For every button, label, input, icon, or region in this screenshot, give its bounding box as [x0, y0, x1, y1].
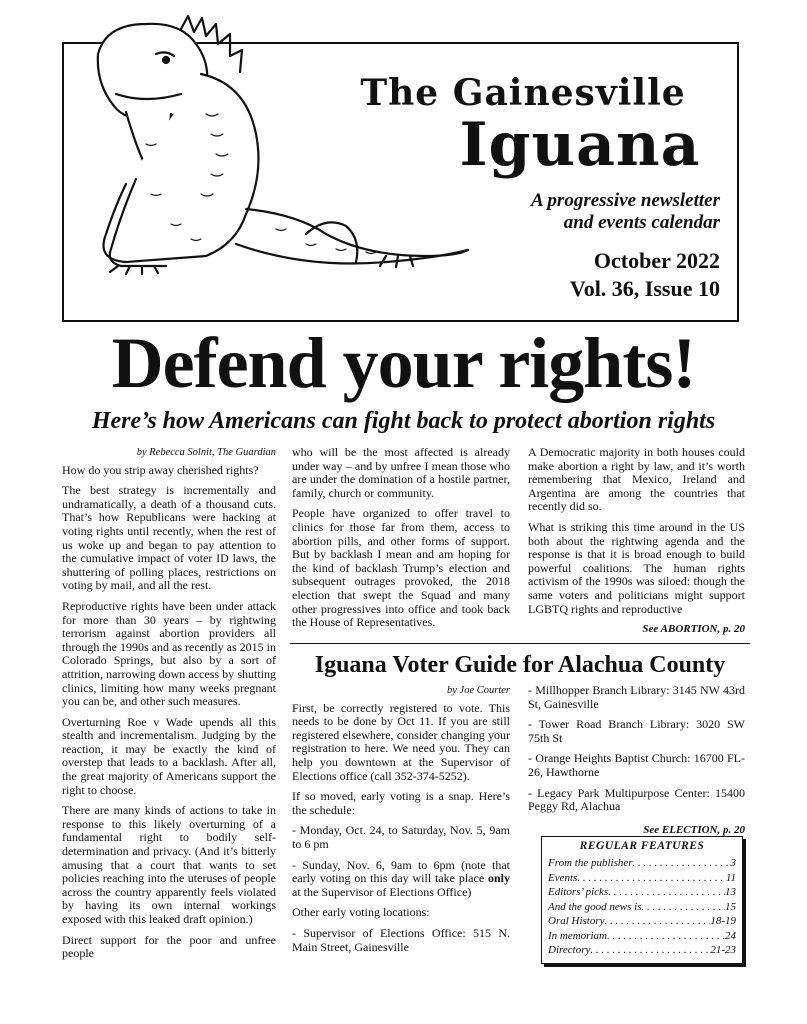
leader-dots [605, 914, 711, 929]
abortion-article-col1 [62, 446, 276, 968]
feature-item[interactable] [542, 914, 742, 929]
tagline-line2: and events calendar [563, 212, 720, 233]
abortion-article-col3 [528, 446, 745, 644]
article-paragraph: How do you strip away cherished rights? [62, 462, 259, 477]
feature-item[interactable] [542, 885, 742, 900]
feature-page: 3 [730, 857, 736, 869]
feature-page: 24 [725, 929, 736, 942]
features-title: REGULAR FEATURES [579, 840, 705, 852]
voter-paragraph [292, 859, 510, 900]
voter-emphasis: only [487, 871, 510, 886]
article-paragraph: People have organized to offer travel to clinics for those far from them, access to abortion pills, and other forms of support. But by backlash I mean and am hoping for the kind of backlash Trump’s election and subsequent outrages provoked, the 2018 election that swept the Squad and many other progressives into office and took back the House of Representatives. [292, 506, 510, 630]
feature-page: 11 [725, 871, 736, 884]
article-paragraph: There are many kinds of actions to take in response to this likely overturning of a fundamental right to bodily self-determination and privacy. (And it’s bitterly amusing that a court that wants to set policies reaching into the uteruses of people across the country apparently feels violated by having its own internal workings exposed with this leaked draft opinion.) [62, 803, 276, 926]
feature-item[interactable] [542, 929, 742, 944]
iguana-illustration [6, 0, 476, 276]
article-paragraph: A Democratic majority in both houses could make abortion a right by law, and it’s worth remembering that Mexico, Ireland and Argentina are among the countries that recently did so. [528, 445, 745, 514]
masthead-title-line2: Iguana [459, 110, 701, 180]
feature-name: Directory [548, 944, 591, 956]
leader-dots [608, 885, 725, 900]
feature-page: 15 [725, 900, 736, 913]
regular-features-box [541, 836, 743, 964]
leader-dots [633, 856, 731, 871]
voter-guide-col2 [528, 684, 745, 844]
article-paragraph: What is striking this time around in the US both about the rightwing agenda and the response is that it is broad enough to build powerful coalitions. The human rights activism of the 1990s was siloed: though the same voters and politicians might support LGBTQ rights and reproductive [528, 519, 745, 616]
feature-item[interactable] [542, 900, 742, 915]
issue-volume: Vol. 36, Issue 10 [569, 276, 720, 301]
leader-dots [577, 871, 725, 886]
voter-paragraph: Other early voting locations: [292, 905, 430, 920]
voter-location: - Tower Road Branch Library: 3020 SW 75th St [528, 717, 745, 745]
feature-item[interactable] [542, 871, 742, 886]
article-paragraph: Direct support for the poor and unfree people [62, 932, 276, 961]
feature-name: Oral History [548, 915, 605, 927]
feature-item[interactable] [542, 856, 742, 871]
main-headline: Defend your rights! [111, 323, 696, 403]
article-paragraph: The best strategy is incrementally and undramatically, a death of a thousand cuts. That’s how Republicans were hacking at voting rights until recently, when the rest of us woke up and began to pay attention to the cumulative impact of voter ID laws, the shuttering of polling places, restrictions on voting by mail, and all the rest. [62, 483, 276, 593]
feature-name: Editors’ picks [548, 886, 609, 898]
voter-guide-byline: by Joe Courter [447, 685, 510, 696]
voter-paragraph: - Supervisor of Elections Office: 515 N. Main Street, Gainesville [292, 925, 510, 954]
section-divider [290, 643, 750, 644]
feature-page: 13 [725, 886, 736, 898]
feature-name: Events [548, 871, 578, 884]
voter-paragraph: - Monday, Oct. 24, to Saturday, Nov. 5, 9am to 6 pm [292, 823, 510, 851]
voter-text: - Sunday, Nov. 6, 9am to 6pm (note that early voting on this day will take place [292, 857, 510, 886]
masthead-title-line1: The Gainesville [360, 72, 686, 114]
abortion-article-col2 [292, 446, 510, 637]
article-paragraph: Reproductive rights have been under attack for more than 30 years – by rightwing terrorism against abortion providers all through the 1990s and as recently as 2015 in Colorado Springs, but also by a sort of attrition, narrowing down access by shutting clinics, limiting how many weeks pregnant you can be, and other such measures. [62, 598, 276, 709]
voter-guide-col1 [292, 684, 510, 961]
feature-name: From the publisher [548, 857, 633, 869]
voter-paragraph: First, be correctly registered to vote. This needs to be done by Oct 11. If you are still registered elsewhere, consider changing your registration to here. We need you. They can help you downtown at the Supervisor of Elections office (call 352-374-5252). [292, 700, 510, 783]
voter-paragraph: If so moved, early voting is a snap. Here’s the schedule: [292, 789, 510, 817]
feature-item[interactable] [542, 943, 742, 958]
leader-dots [607, 929, 725, 944]
feature-name: And the good news is [548, 900, 642, 913]
article-paragraph: Overturning Roe v Wade upends all this stealth and incrementalism. Judging by the reaction, it may be exactly the kind of overstep that leads to a backlash. After all, the great majority of Americans support the right to choose. [62, 714, 276, 797]
feature-page: 21-23 [710, 944, 736, 956]
voter-guide-title: Iguana Voter Guide for Alachua County [314, 652, 726, 678]
issue-date: October 2022 [593, 248, 720, 273]
feature-name: In memoriam [548, 929, 607, 942]
continued-election-link[interactable]: See ELECTION, p. 20 [643, 823, 745, 836]
voter-location: - Legacy Park Multipurpose Center: 15400 Peggy Rd, Alachua [528, 785, 745, 814]
feature-page: 18-19 [710, 915, 736, 927]
leader-dots [590, 943, 710, 958]
article-paragraph: who will be the most affected is already under way – and by unfree I mean those who are under the domination of a hostile partner, family, church or community. [292, 445, 510, 500]
voter-location: - Orange Heights Baptist Church: 16700 FL-26, Hawthorne [528, 751, 745, 779]
voter-location: - Millhopper Branch Library: 3145 NW 43rd St, Gainesville [528, 683, 745, 711]
masthead-tagline [470, 190, 720, 234]
continued-abortion-link[interactable]: See ABORTION, p. 20 [642, 623, 745, 636]
article-byline: by Rebecca Solnit, The Guardian [136, 447, 276, 458]
leader-dots [642, 900, 726, 915]
tagline-line1: A progressive newsletter [531, 190, 720, 211]
voter-text: at the Supervisor of Elections Office) [292, 884, 472, 899]
subheadline: Here’s how Americans can fight back to protect abortion rights [91, 408, 716, 434]
